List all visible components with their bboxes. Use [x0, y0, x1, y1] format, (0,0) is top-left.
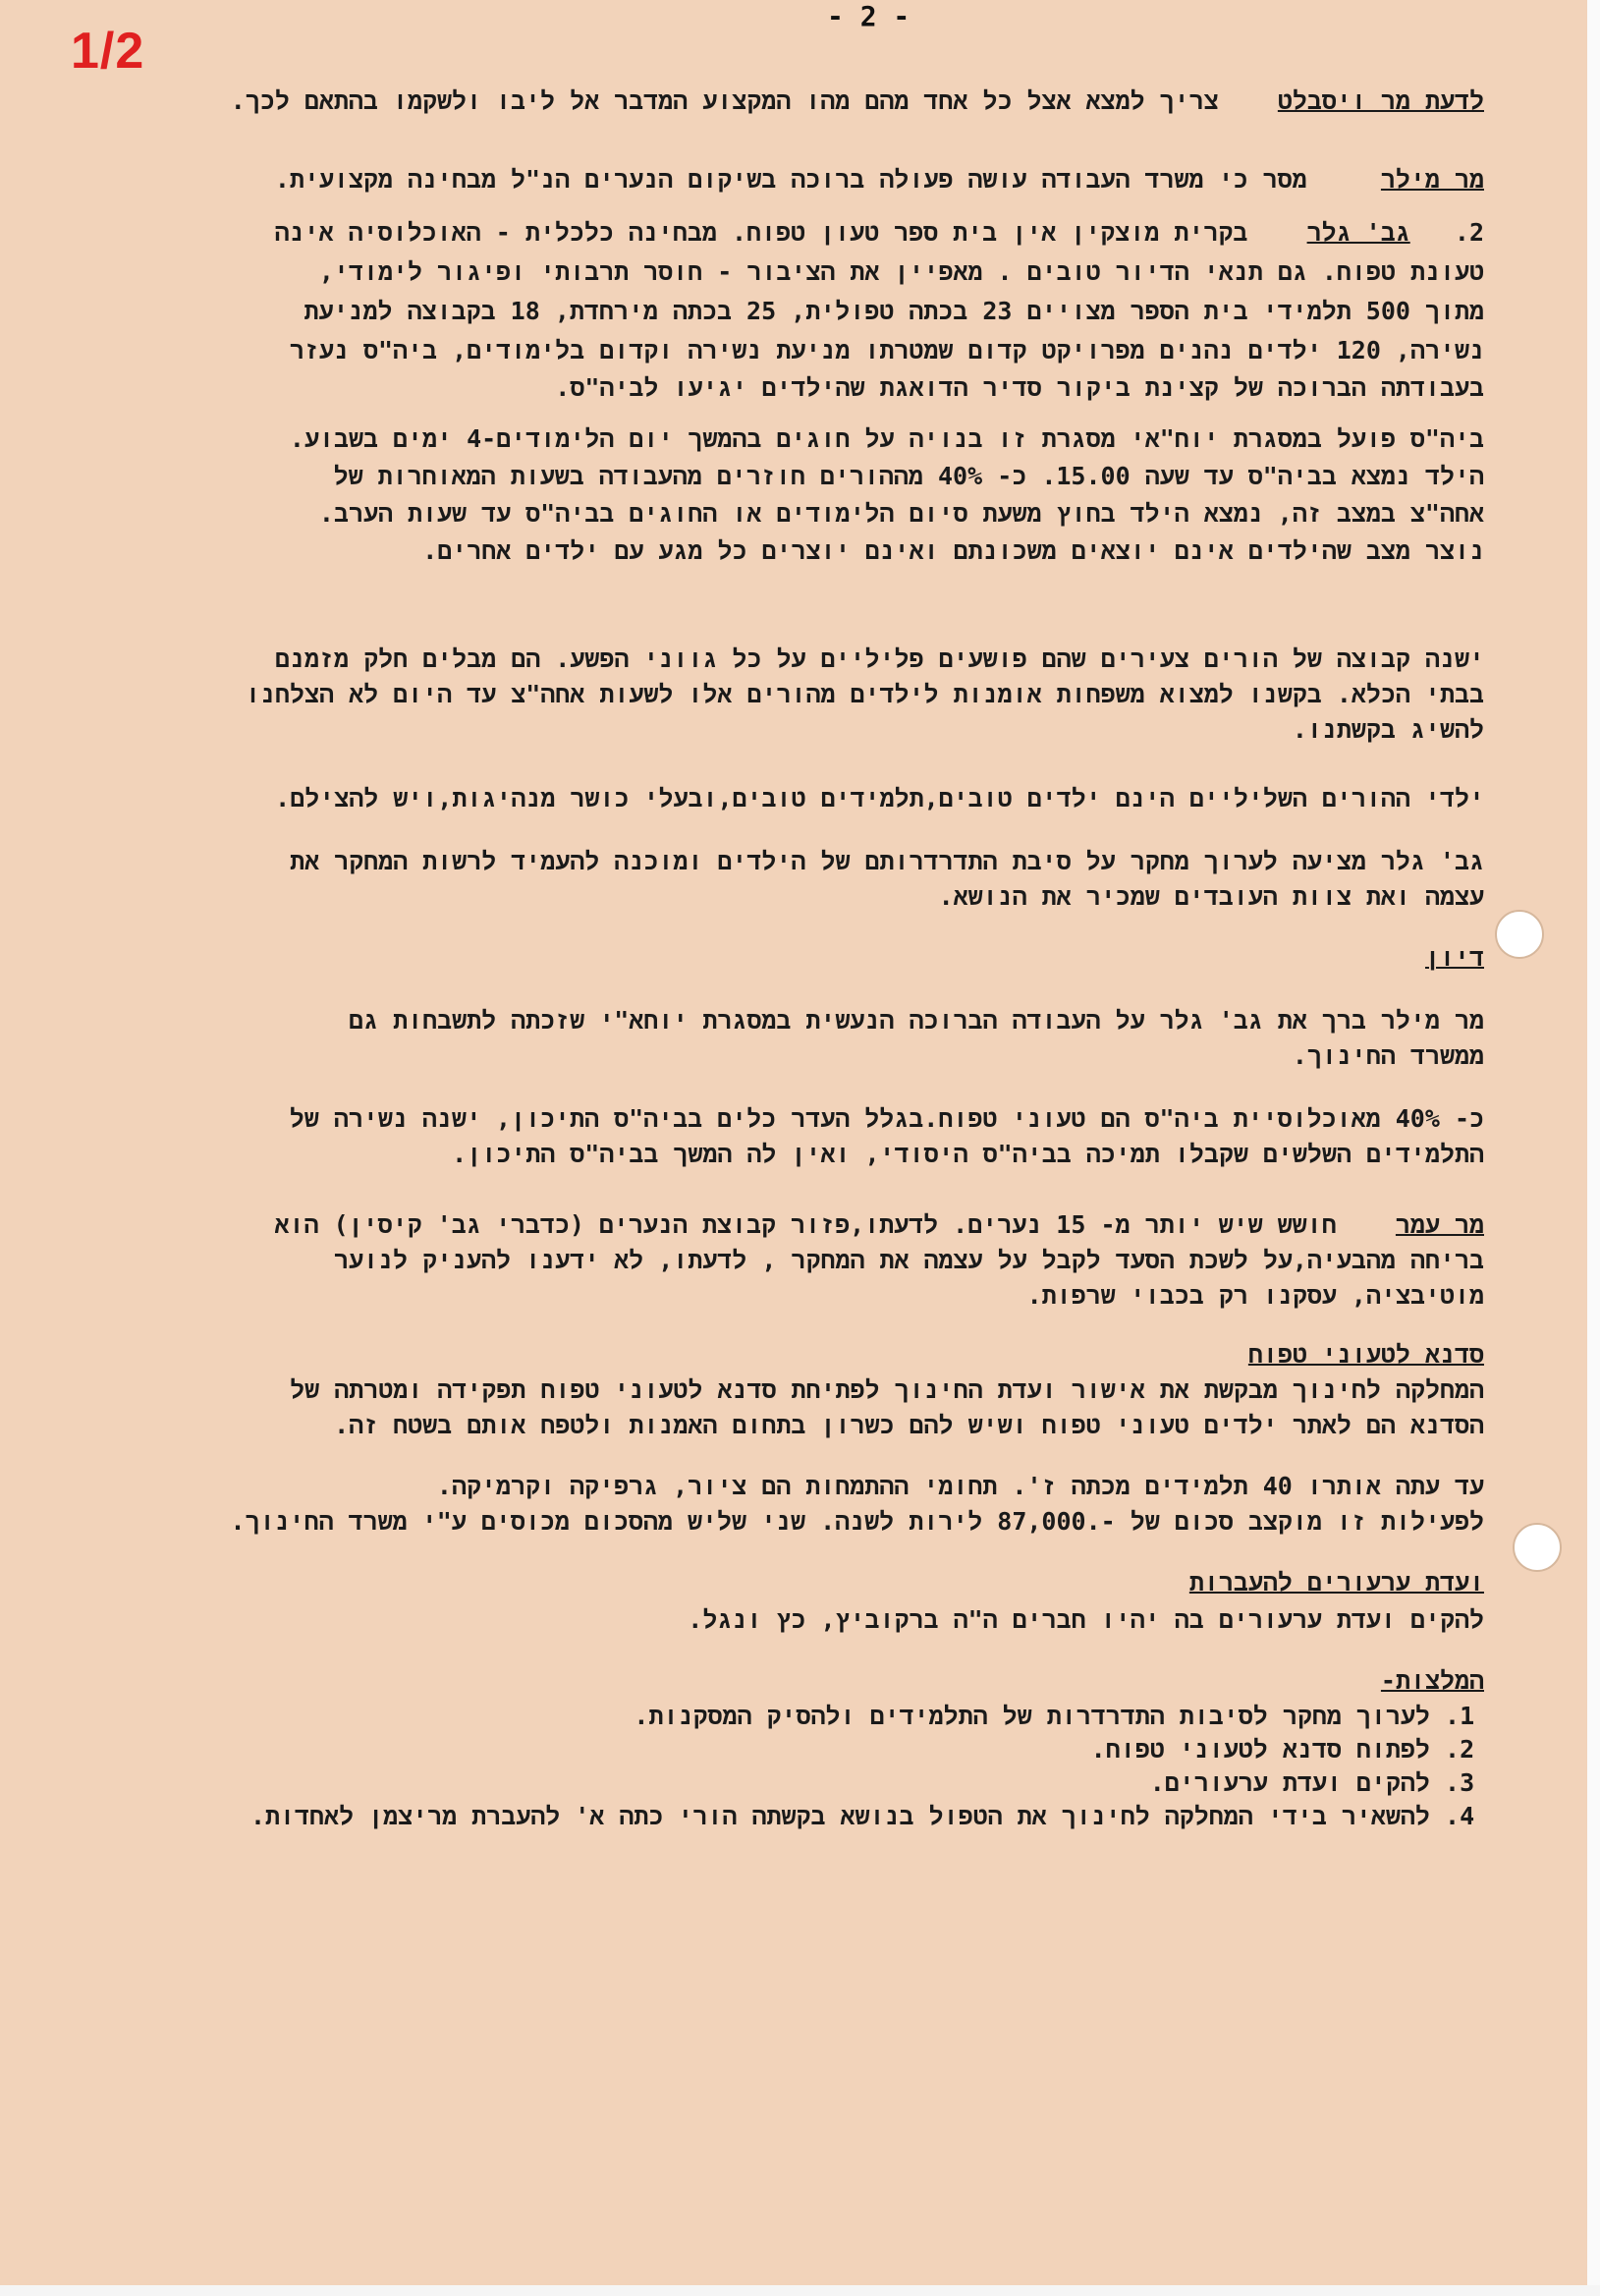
line-text: בקרית מוצקין אין בית ספר טעון טפוח. מבחינה כלכלית - האוכלוסיה אינה	[274, 218, 1248, 247]
paragraph-line: בבתי הכלא. בקשנו למצוא משפחות אומנות לילדים מהורים אלו לשעות אחה"צ עד היום לא הצלחנו	[246, 680, 1484, 708]
paragraph-line: כ- 40% מאוכלוסיית ביה"ס הם טעוני טפוח.בגלל העדר כלים בביה"ס התיכון, ישנה נשירה של	[289, 1104, 1484, 1133]
recommendation-text: לפתוח סדנא לטעוני טפוח.	[1090, 1735, 1430, 1764]
paragraph-line: מוטיבציה, עסקנו רק בכבוי שרפות.	[1026, 1281, 1484, 1310]
page-label: 1/2	[71, 23, 145, 80]
paragraph-line: עד עתה אותרו 40 תלמידים מכתה ז'. תחומי ההתמחות הם ציור, גרפיקה וקרמיקה.	[436, 1472, 1484, 1500]
speaker-name: מר עמר	[1395, 1210, 1484, 1239]
recommendation-item	[1150, 1768, 1484, 1798]
recommendation-number: 1.	[1445, 1702, 1475, 1730]
recommendation-text: להקים ועדת ערעורים.	[1149, 1768, 1430, 1797]
recommendation-item	[1091, 1735, 1484, 1764]
paragraph-line: הסדנא הם לאתר ילדים טעוני טפוח ושיש להם כשרון בתחום האמנות ולטפח אותם בשטח זה.	[334, 1411, 1484, 1439]
section-heading: סדנא לטעוני טפוח	[1247, 1340, 1484, 1369]
paragraph-line: הילד נמצא בביה"ס עד שעה 15.00. כ- 40% מההורים חוזרים מהעבודה בשעות המאוחרות של	[333, 462, 1484, 490]
paragraph-line: גב' גלר מציעה לערוך מחקר על סיבת התדרדרותם של הילדים ומוכנה להעמיד לרשות המחקר את	[290, 847, 1484, 875]
paragraph-line: להקים ועדת ערעורים בה יהיו חברים ה"ה ברקוביץ, כץ ונגל.	[688, 1605, 1484, 1634]
speaker-name: לדעת מר ויסבלט	[1277, 86, 1484, 115]
paragraph-line: בריחה מהבעיה,על לשכת הסעד לקבל על עצמה את המחקר , לדעתו, לא ידענו להעניק לנוער	[333, 1246, 1484, 1274]
paragraph-line: אחה"צ במצב זה, נמצא הילד בחוץ משעת סיום הלימודים או החוגים בביה"ס עד שעות הערב.	[318, 499, 1484, 528]
punch-hole-upper	[1495, 910, 1544, 959]
speaker-name: גב' גלר	[1306, 218, 1410, 247]
paragraph-line: מר מילר ברך את גב' גלר על העבודה הברוכה הנעשית במסגרת יוחא"י שזכתה לתשבחות גם	[349, 1006, 1484, 1035]
recommendation-number: 4.	[1445, 1802, 1475, 1830]
paragraph-line: טעונת טפוח. גם תנאי הדיור טובים . מאפיין את הציבור - חוסר תרבותי ופיגור לימודי,	[318, 257, 1484, 286]
section-heading: דיון	[1424, 943, 1484, 972]
paragraph-line	[275, 165, 1484, 195]
item-number: 2.	[1454, 218, 1484, 247]
speaker-name: מר מילר	[1380, 165, 1484, 194]
paragraph-line: לפעילות זו מוקצב סכום של -.87,000 לירות לשנה. שני שליש מהסכום מכוסים ע"י משרד החינוך.	[230, 1507, 1484, 1536]
recommendation-text: לערוך מחקר לסיבות התדרדרות של התלמידים ולהסיק המסקנות.	[634, 1702, 1430, 1730]
paragraph-line: ילדי ההורים השליליים הינם ילדים טובים,תלמידים טובים,ובעלי כושר מנהיגות,ויש להצילם.	[275, 784, 1484, 812]
paragraph-line: המחלקה לחינוך מבקשת את אישור ועדת החינוך לפתיחת סדנא לטעוני טפוח תפקידה ומטרתה של	[290, 1375, 1484, 1404]
scan-margin-right	[1587, 0, 1600, 2296]
paragraph-line: ישנה קבוצה של הורים צעירים שהם פושעים פליליים על כל גווני הפשע. הם מבלים חלק מזמנם	[275, 644, 1484, 673]
recommendation-number: 3.	[1445, 1768, 1475, 1797]
recommendation-item	[634, 1702, 1484, 1731]
paragraph-line: מתוך 500 תלמידי בית הספר מצויים 23 בכתה טפולית, 25 בכתה מירחדת, 18 בקבוצה למניעת	[303, 297, 1484, 325]
paragraph-line: עצמה ואת צוות העובדים שמכיר את הנושא.	[938, 882, 1484, 911]
line-text: מסר כי משרד העבודה עושה פעולה ברוכה בשיקום הנערים הנ"ל מבחינה מקצועית.	[274, 165, 1307, 194]
paragraph-line: נוצר מצב שהילדים אינם יוצאים משכונתם ואינם יוצרים כל מגע עם ילדים אחרים.	[422, 536, 1484, 565]
recommendation-item	[250, 1802, 1484, 1831]
page-number: - 2 -	[827, 0, 910, 32]
recommendation-number: 2.	[1445, 1735, 1475, 1764]
paragraph-line: ביה"ס פועל במסגרת יוח"אי מסגרת זו בנויה על חוגים בהמשך יום הלימודים-4 ימים בשבוע.	[289, 424, 1484, 453]
paragraph-line	[275, 218, 1484, 248]
scan-margin-bottom	[0, 2285, 1600, 2296]
paragraph-line	[231, 86, 1484, 116]
line-text: חושש שיש יותר מ- 15 נערים. לדעתו,פזור קבוצת הנערים (כדברי גב' קיסין) הוא	[274, 1210, 1337, 1239]
recommendation-text: להשאיר בידי המחלקה לחינוך את הטפול בנושא בקשתה הורי כתה א' להעברת מריצמן לאחדות.	[250, 1802, 1430, 1830]
paragraph-line: בעבודתה הברוכה של קצינת ביקור סדיר הדואגת שהילדים יגיעו לביה"ס.	[555, 373, 1484, 402]
paragraph-line: נשירה, 120 ילדים נהנים מפרויקט קדום שמטרתו מניעת נשירה וקדום בלימודים, ביה"ס נעזר	[289, 336, 1484, 364]
paragraph-line: התלמידים השלשים שקבלו תמיכה בביה"ס היסודי, ואין לה המשך בביה"ס התיכון.	[452, 1140, 1484, 1168]
punch-hole-lower	[1513, 1523, 1562, 1572]
paragraph-line: ממשרד החינוך.	[1292, 1041, 1484, 1070]
section-heading: ועדת ערעורים להעברות	[1188, 1568, 1484, 1596]
paragraph-line: להשיג בקשתנו.	[1292, 715, 1484, 744]
line-text: צריך למצא אצל כל אחד מהם מהו המקצוע המדבר אל ליבו ולשקמו בהתאם לכך.	[230, 86, 1219, 115]
recommendations-heading: המלצות-	[1380, 1666, 1484, 1695]
paragraph-line	[275, 1210, 1484, 1240]
